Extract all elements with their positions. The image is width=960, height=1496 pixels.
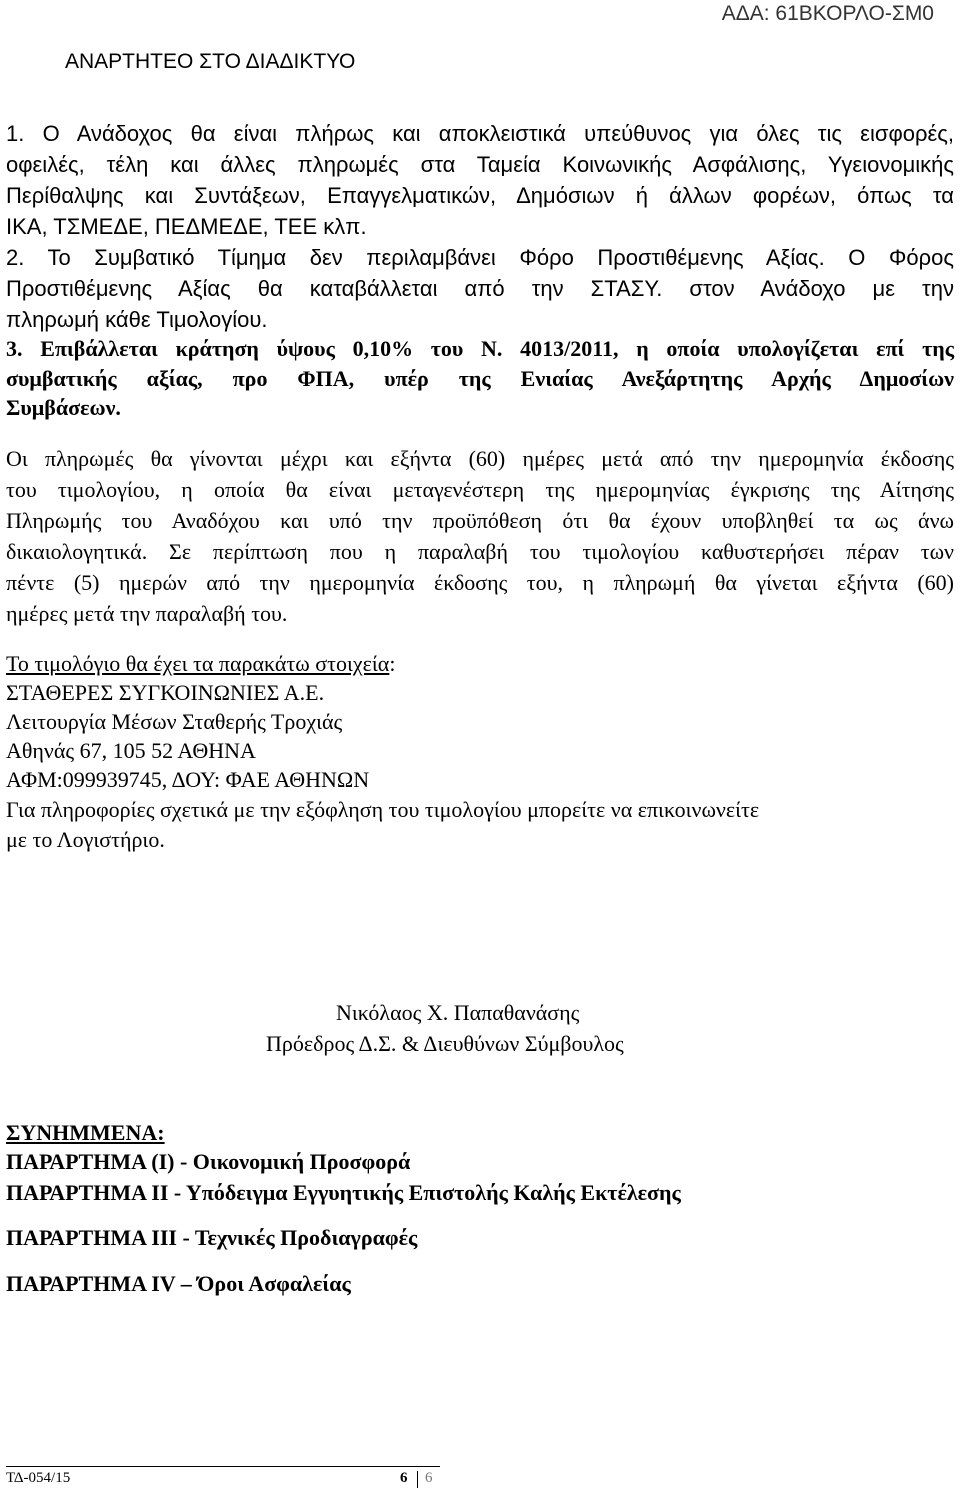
attachment-item: ΠΑΡΑΡΤΗΜΑ ΙΙΙ - Τεχνικές Προδιαγραφές [6,1225,418,1250]
payment-line: Οι πληρωμές θα γίνονται μέχρι και εξήντα (60) ημέρες μετά από την ημερομηνία έκδοσης [6,446,954,471]
attachment-item: ΠΑΡΑΡΤΗΜΑ ΙΙ - Υπόδειγμα Εγγυητικής Επιστολής Καλής Εκτέλεσης [6,1180,681,1205]
footer-doc-code: ΤΔ-054/15 [6,1470,71,1486]
signatory-name: Νικόλαος Χ. Παπαθανάσης [336,1000,580,1025]
invoice-heading-text: Το τιμολόγιο θα έχει τα παρακάτω στοιχεία [6,651,390,676]
invoice-division: Λειτουργία Μέσων Σταθερής Τροχιάς [6,709,343,734]
invoice-heading-colon: : [389,651,396,676]
invoice-tax-info: ΑΦΜ:099939745, ΔΟΥ: ΦΑΕ ΑΘΗΝΩΝ [6,767,370,792]
item-2-line: Προστιθέμενης Αξίας θα καταβάλλεται από την ΣΤΑΣΥ. στον Ανάδοχο με την [6,276,954,301]
payment-line: του τιμολογίου, η οποία θα είναι μεταγενέστερη της ημερομηνίας έγκρισης της Αίτησης [6,477,954,502]
footer-total-pages: 6 [425,1470,433,1486]
item-1-line: Περίθαλψης και Συντάξεων, Επαγγελματικών, Δημόσιων ή άλλων φορέων, όπως τα [6,183,954,208]
signatory-title: Πρόεδρος Δ.Σ. & Διευθύνων Σύμβουλος [266,1031,624,1056]
footer-page-number [380,1470,440,1490]
invoice-contact-line: με το Λογιστήριο. [6,827,165,852]
item-2-line: 2. Το Συμβατικό Τίμημα δεν περιλαμβάνει Φόρο Προστιθέμενης Αξίας. Ο Φόρος [6,245,954,270]
payment-line: ημέρες μετά την παραλαβή του. [6,601,288,626]
invoice-contact-line: Για πληροφορίες σχετικά με την εξόφληση του τιμολογίου μπορείτε να επικοινωνείτε [6,797,760,822]
item-1-line: 1. Ο Ανάδοχος θα είναι πλήρως και αποκλειστικά υπεύθυνος για όλες τις εισφορές, [6,121,954,146]
footer-page-divider [417,1471,418,1488]
item-3-line: 3. Επιβάλλεται κράτηση ύψους 0,10% του Ν. 4013/2011, η οποία υπολογίζεται επί της [6,336,954,361]
item-1-line: ΙΚΑ, ΤΣΜΕΔΕ, ΠΕΔΜΕΔΕ, ΤΕΕ κλπ. [6,214,367,239]
item-2-line: πληρωμή κάθε Τιμολογίου. [6,307,268,332]
footer-current-page: 6 [400,1470,408,1486]
attachment-item: ΠΑΡΑΡΤΗΜΑ IV – Όροι Ασφαλείας [6,1271,351,1296]
item-1-line: οφειλές, τέλη και άλλες πληρωμές στα Ταμεία Κοινωνικής Ασφάλισης, Υγειονομικής [6,152,954,177]
payment-line: Πληρωμής του Αναδόχου και υπό την προϋπόθεση ότι θα έχουν υποβληθεί τα ως άνω [6,508,954,533]
item-3-line: συμβατικής αξίας, προ ΦΠΑ, υπέρ της Ενιαίας Ανεξάρτητης Αρχής Δημοσίων [6,366,954,391]
invoice-company: ΣΤΑΘΕΡΕΣ ΣΥΓΚΟΙΝΩΝΙΕΣ Α.Ε. [6,680,325,705]
attachments-heading: ΣΥΝΗΜΜΕΝΑ: [6,1120,165,1145]
invoice-address: Αθηνάς 67, 105 52 ΑΘΗΝΑ [6,738,256,763]
posted-online-heading: ΑΝΑΡΤΗΤΕΟ ΣΤΟ ΔΙΑΔΙΚΤΥΟ [65,50,356,73]
item-3-line: Συμβάσεων. [6,395,121,420]
invoice-heading [6,651,395,677]
payment-line: δικαιολογητικά. Σε περίπτωση που η παραλαβή του τιμολογίου καθυστερήσει πέραν των [6,539,954,564]
attachment-item: ΠΑΡΑΡΤΗΜΑ (Ι) - Οικονομική Προσφορά [6,1149,411,1174]
footer-rule [6,1466,440,1467]
ada-code: ΑΔΑ: 61ΒΚΟΡΛΟ-ΣΜ0 [721,2,934,25]
payment-line: πέντε (5) ημερών από την ημερομηνία έκδοσης του, η πληρωμή θα γίνεται εξήντα (60) [6,570,954,595]
